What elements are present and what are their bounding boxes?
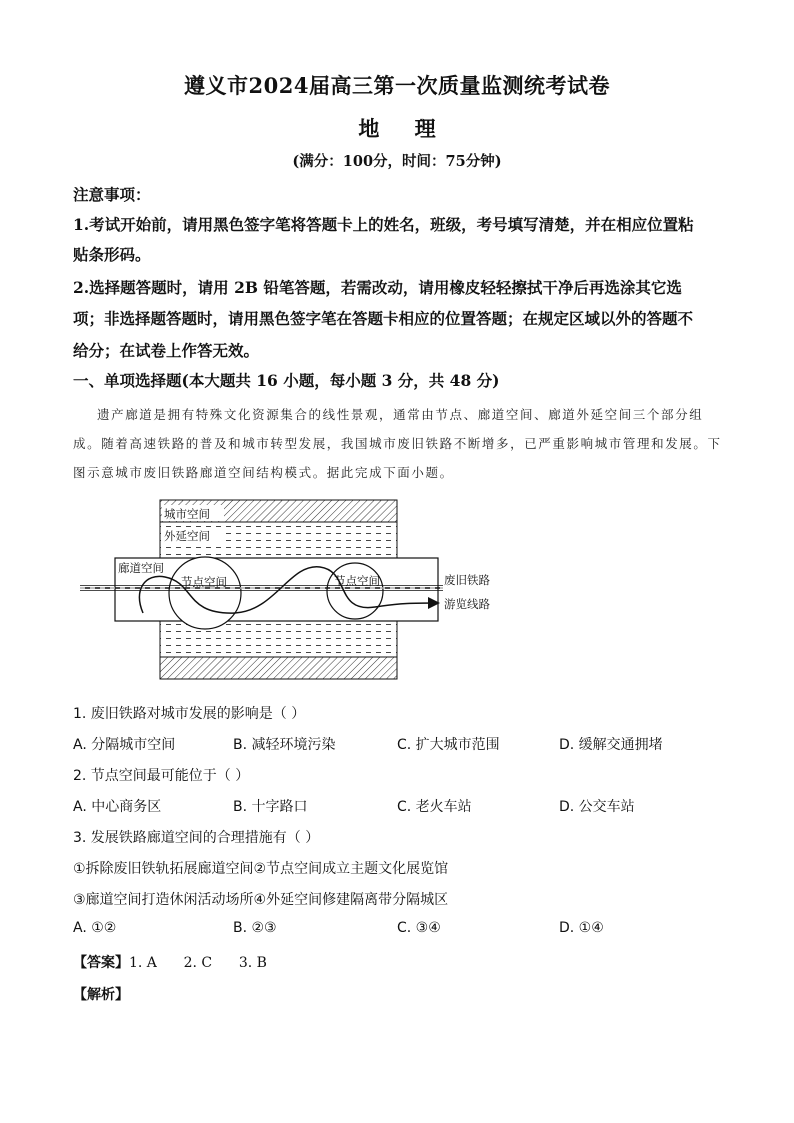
question-2-option-c: C. 老火车站 [397, 799, 472, 815]
node-space-label-2: 节点空间 [334, 574, 380, 588]
question-3-stem: 3. 发展铁路廊道空间的合理措施有（ ） [73, 830, 320, 846]
notes-item-1-line-1: 1.考试开始前，请用黑色签字笔将答题卡上的姓名，班级，考号填写清楚，并在相应位置粘 [73, 215, 694, 234]
question-3-statements-line-2: ③廊道空间打造休闲活动场所④外延空间修建隔离带分隔城区 [73, 892, 449, 908]
notes-item-2-line-3: 给分；在试卷上作答无效。 [73, 341, 260, 360]
question-1-option-a: A. 分隔城市空间 [73, 737, 176, 753]
answer-label: 【答案】 [73, 955, 129, 971]
city-space-band-bottom [160, 657, 397, 679]
notes-item-2-line-2: 项；非选择题答题时，请用黑色签字笔在答题卡相应的位置答题；在规定区域以外的答题不 [73, 309, 694, 328]
question-1-option-d: D. 缓解交通拥堵 [559, 737, 663, 753]
notes-heading: 注意事项： [73, 185, 151, 204]
tour-route-label: 游览线路 [444, 597, 490, 611]
question-2-stem: 2. 节点空间最可能位于（ ） [73, 768, 250, 784]
railway-corridor-diagram [75, 495, 505, 685]
corridor-space-label: 廊道空间 [118, 561, 164, 575]
question-2-option-d: D. 公交车站 [559, 799, 635, 815]
answer-text: 1. A 2. C 3. B [129, 955, 267, 971]
section-1-heading: 一、单项选择题(本大题共 16 小题，每小题 3 分，共 48 分) [73, 371, 500, 390]
extension-space-label: 外延空间 [164, 529, 210, 543]
node-space-label-1: 节点空间 [181, 575, 227, 589]
question-2-option-b: B. 十字路口 [233, 799, 308, 815]
old-railway-label: 废旧铁路 [444, 573, 490, 587]
question-3-option-d: D. ①④ [559, 920, 604, 936]
question-3-option-c: C. ③④ [397, 920, 441, 936]
city-space-label: 城市空间 [164, 507, 210, 521]
question-3-option-b: B. ②③ [233, 920, 277, 936]
node-space-circle-1 [169, 557, 241, 629]
intro-line-1: 遗产廊道是拥有特殊文化资源集合的线性景观，通常由节点、廊道空间、廊道外延空间三个部分组 [97, 407, 704, 422]
question-1-stem: 1. 废旧铁路对城市发展的影响是（ ） [73, 706, 306, 722]
question-3-statements-line-1: ①拆除废旧铁轨拓展廊道空间②节点空间成立主题文化展览馆 [73, 861, 449, 877]
subject-title: 地 理 [358, 116, 450, 141]
answer-row [73, 952, 267, 972]
intro-line-2: 成。随着高速铁路的普及和城市转型发展，我国城市废旧铁路不断增多，已严重影响城市管理和发展。下 [73, 436, 722, 451]
exam-title: 遵义市2024届高三第一次质量监测统考试卷 [184, 73, 610, 98]
question-1-option-b: B. 减轻环境污染 [233, 737, 336, 753]
notes-item-1-line-2: 贴条形码。 [73, 245, 151, 264]
exam-meta: (满分：100分，时间：75分钟) [292, 153, 502, 170]
notes-item-2-line-1: 2.选择题答题时，请用 2B 铅笔答题，若需改动，请用橡皮轻轻擦拭干净后再选涂其它选 [73, 278, 682, 297]
analysis-label: 【解析】 [73, 987, 129, 1003]
question-3-option-a: A. ①② [73, 920, 117, 936]
question-2-option-a: A. 中心商务区 [73, 799, 162, 815]
node-space-circle-2 [327, 563, 383, 619]
question-1-option-c: C. 扩大城市范围 [397, 737, 500, 753]
intro-line-3: 图示意城市废旧铁路廊道空间结构模式。据此完成下面小题。 [73, 465, 454, 480]
